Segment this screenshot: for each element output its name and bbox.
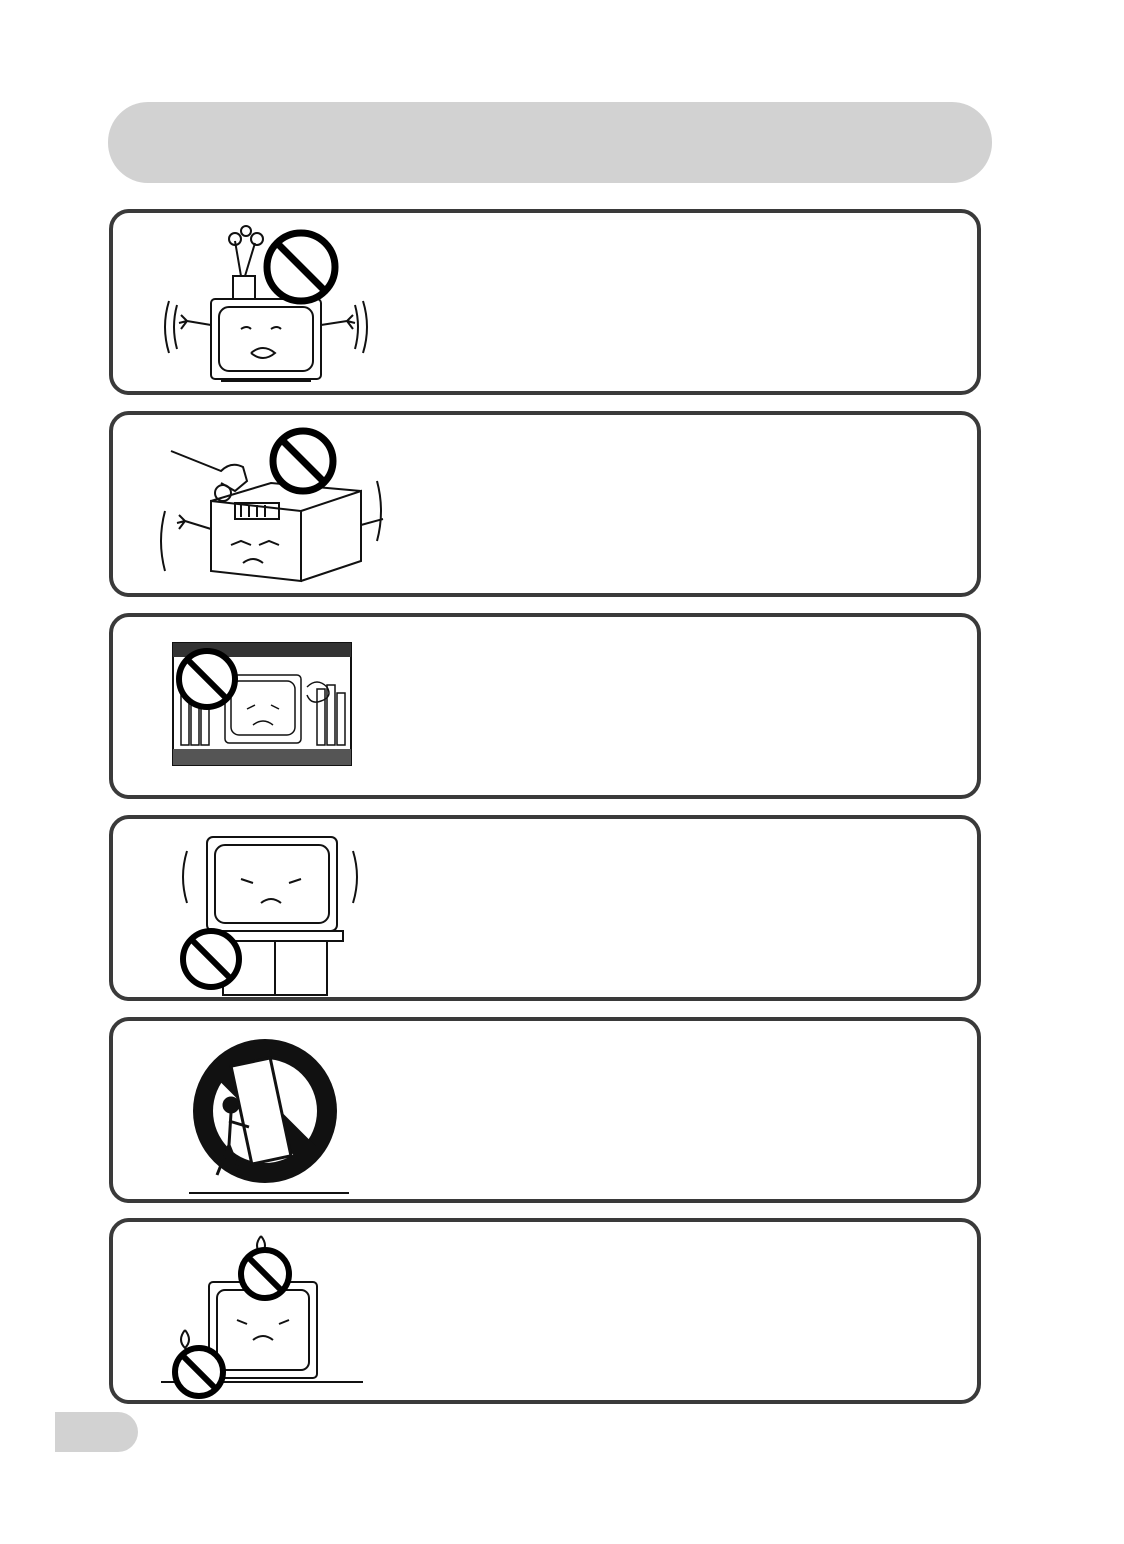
warning-card-cart — [109, 1017, 981, 1203]
warning-card-enclosed — [109, 613, 981, 799]
warning-card-vase — [109, 209, 981, 395]
warning-card-coin — [109, 411, 981, 597]
section-header-bar — [108, 102, 992, 183]
warning-card-unstable — [109, 815, 981, 1001]
warning-card-flame — [109, 1218, 981, 1404]
open-flame-prohibited-icon — [157, 1230, 377, 1402]
enclosed-shelf-prohibited-icon — [167, 639, 357, 769]
tv-with-vase-prohibited-icon — [151, 221, 391, 389]
unstable-stand-prohibited-icon — [167, 831, 367, 997]
object-into-vents-prohibited-icon — [151, 421, 391, 593]
page-number-tab — [55, 1412, 138, 1452]
cart-tipping-prohibited-icon — [179, 1035, 369, 1199]
